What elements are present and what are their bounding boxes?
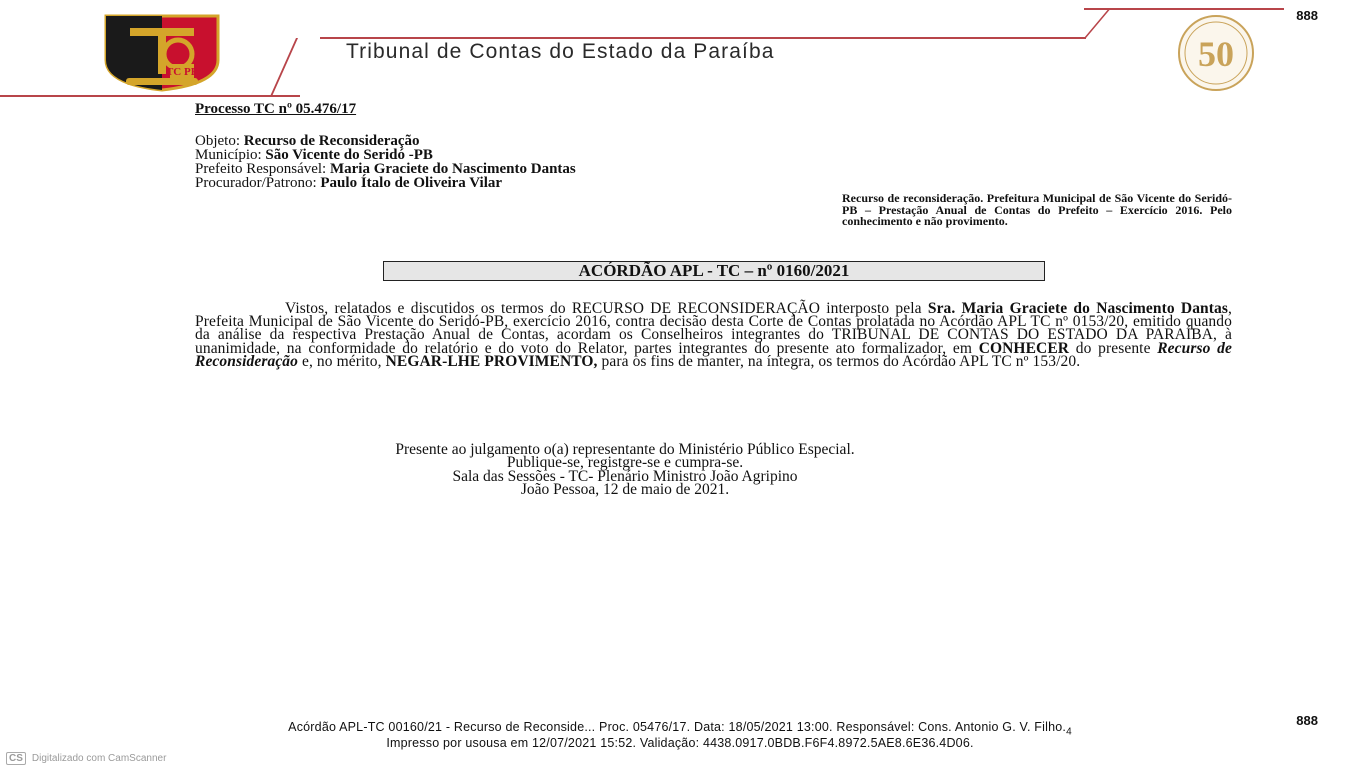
closing-line: João Pessoa, 12 de maio de 2021. bbox=[520, 481, 730, 499]
camscanner-watermark: CS Digitalizado com CamScanner bbox=[6, 752, 166, 765]
anniversary-seal-icon bbox=[1124, 14, 1308, 92]
header-line-upper bbox=[320, 37, 1086, 39]
header-line-lower bbox=[0, 95, 300, 97]
document-footer bbox=[30, 722, 1330, 749]
footer-line-2: Impresso por usousa em 12/07/2021 15:52. Validação: 4438.0917.0BDB.F6F4.8972.5AE8.6E36.4D06. bbox=[386, 735, 974, 750]
header-line-slant bbox=[270, 38, 298, 96]
institution-title: Tribunal de Contas do Estado da Paraíba bbox=[346, 40, 775, 63]
page-number-top: 888 bbox=[1296, 8, 1318, 23]
ementa-summary: Recurso de reconsideração. Prefeitura Municipal de São Vicente do Seridó-PB – Prestação Anual de Contas do Prefeito – Exercício 2016. Pelo conhecimento e não provimento. bbox=[842, 191, 1232, 228]
closing-line: Presente ao julgamento o(a) representante do Ministério Público Especial. bbox=[395, 441, 855, 458]
tce-shield-logo-icon bbox=[100, 14, 224, 92]
process-title: Processo TC nº 05.476/17 bbox=[195, 101, 357, 117]
sheet-index: 4 bbox=[1066, 726, 1072, 738]
header-line-right bbox=[1084, 8, 1284, 10]
meta-procurador: Procurador/Patrono: Paulo Ítalo de Oliveira Vilar bbox=[195, 175, 503, 191]
closing-line: Sala das Sessões - TC- Plenário Ministro João Agripino bbox=[452, 467, 798, 485]
meta-objeto: Objeto: Recurso de Reconsideração bbox=[195, 133, 420, 149]
seal-number: 50 bbox=[1198, 34, 1234, 74]
shield-initials: TC PB bbox=[165, 66, 199, 78]
meta-municipio: Município: São Vicente do Seridó -PB bbox=[195, 147, 433, 163]
footer-line-1: Acórdão APL-TC 00160/21 - Recurso de Reconside... Proc. 05476/17. Data: 18/05/2021 13:00. Responsável: Cons. Antonio G. V. $Filho._4$ bbox=[288, 720, 1072, 738]
meta-prefeito: Prefeito Responsável: Maria Graciete do Nascimento Dantas bbox=[195, 161, 576, 177]
acordao-body: Vistos, relatados e discutidos os termos do RECURSO DE RECONSIDERAÇÃO interposto pela Sra. Maria Graciete do Nascimento Dantas, Prefeita Municipal de São Vicente do Seridó-PB, exercício 2016, contra decisão desta Corte de Contas prolatada no Acórdão APL TC nº 0153/20, emitido quando da análise da respectiva Prestação Anual de Contas, acordam os Conselheiros integrantes do TRIBUNAL DE CONTAS DO ESTADO DA PARAÍBA, à unanimidade, na conformidade do relatório e do voto do Relator, partes integrantes do presente ato formalizador, em CONHECER do presente Recurso de Reconsideração e, no mérito, NEGAR-LHE PROVIMENTO, para os fins de manter, na íntegra, os termos do Acórdão APL TC nº 153/20. bbox=[195, 300, 1232, 370]
closing-line: Publique-se, registgre-se e cumpra-se. bbox=[506, 454, 744, 472]
header-line-slant-right bbox=[1084, 8, 1111, 38]
acordao-title: ACÓRDÃO APL - TC – nº 0160/2021 bbox=[383, 261, 1045, 281]
camscanner-badge: CS bbox=[6, 752, 26, 765]
page-number-bottom: 888 bbox=[1296, 713, 1318, 728]
closing-block bbox=[195, 443, 1055, 497]
process-metadata bbox=[195, 134, 576, 190]
